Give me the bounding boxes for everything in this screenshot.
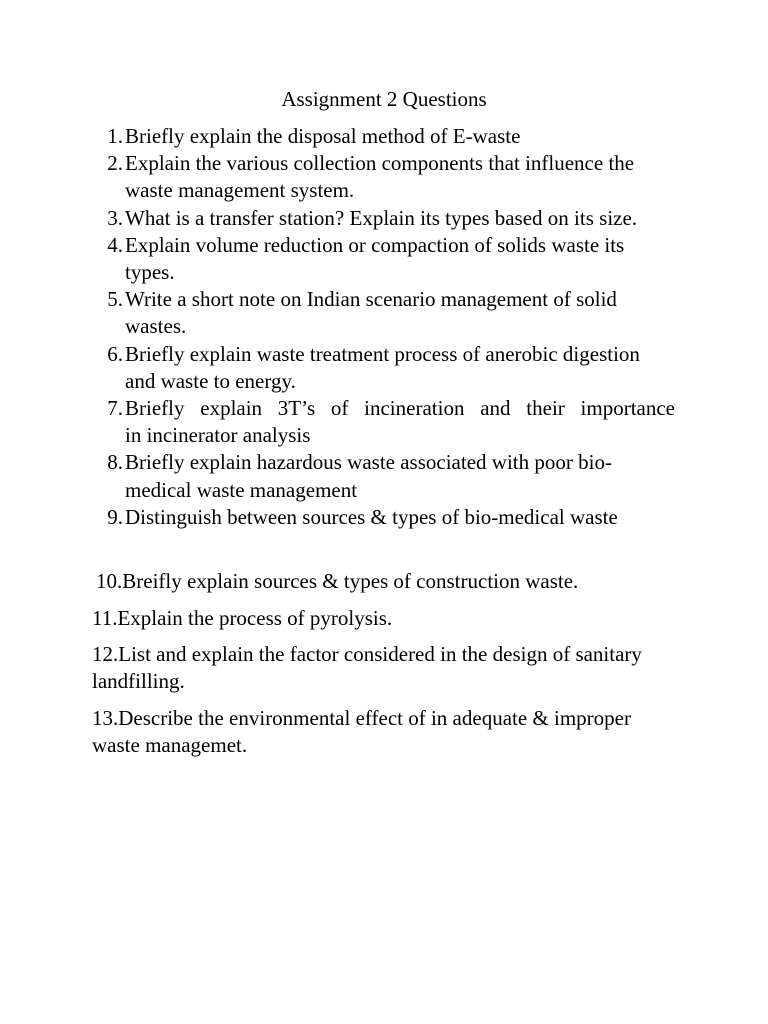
list-item-text: Briefly explain waste treatment process of anerobic digestion and waste to energy.	[125, 341, 640, 393]
list-item	[95, 341, 675, 395]
list-item-text: Explain volume reduction or compaction of solids waste its types.	[125, 232, 625, 285]
paragraph-question-10: 10.Breifly explain sources & types of construction waste.	[96, 569, 579, 593]
list-item-number: 4.	[107, 232, 123, 257]
list-item	[95, 205, 675, 232]
page-title: Assignment 2 Questions	[281, 87, 487, 111]
list-item-number: 1.	[107, 124, 123, 148]
paragraph-question-13: 13.Describe the environmental effect of in adequate & improper waste managemet.	[92, 706, 631, 758]
list-item-text: Briefly explain hazardous waste associated with poor bio-medical waste management	[125, 450, 612, 502]
list-item-number: 5.	[107, 287, 123, 312]
list-item-text: Write a short note on Indian scenario management of solid wastes.	[125, 287, 617, 339]
list-item-text-line: in incinerator analysis	[125, 423, 311, 448]
list-item-text: What is a transfer station? Explain its types based on its size.	[125, 205, 638, 230]
list-item	[95, 395, 675, 449]
list-item-number: 3.	[107, 205, 123, 230]
list-item-text: Explain the various collection components that influence the waste management system.	[125, 151, 635, 203]
list-item-number: 9.	[107, 504, 123, 529]
paragraph-question-11: 11.Explain the process of pyrolysis.	[92, 606, 393, 630]
list-item-number: 8.	[107, 450, 123, 475]
list-item-number: 7.	[107, 396, 123, 421]
list-item-text-line: Briefly explain 3T’s of incineration and their importance	[125, 396, 675, 421]
list-item	[95, 504, 675, 531]
list-item	[95, 449, 675, 503]
list-item	[95, 123, 675, 150]
list-item-text: Distinguish between sources & types of bio-medical waste	[125, 504, 618, 529]
list-item-number: 2.	[107, 151, 123, 176]
paragraph-question-12: 12.List and explain the factor considered in the design of sanitary landfilling.	[92, 642, 642, 694]
list-item	[95, 150, 675, 204]
list-item	[95, 286, 675, 340]
list-item-number: 6.	[107, 341, 123, 366]
list-item-text	[125, 395, 675, 449]
list-item-text: Briefly explain the disposal method of E-waste	[125, 124, 521, 148]
question-list	[95, 123, 675, 531]
list-item	[95, 232, 675, 286]
